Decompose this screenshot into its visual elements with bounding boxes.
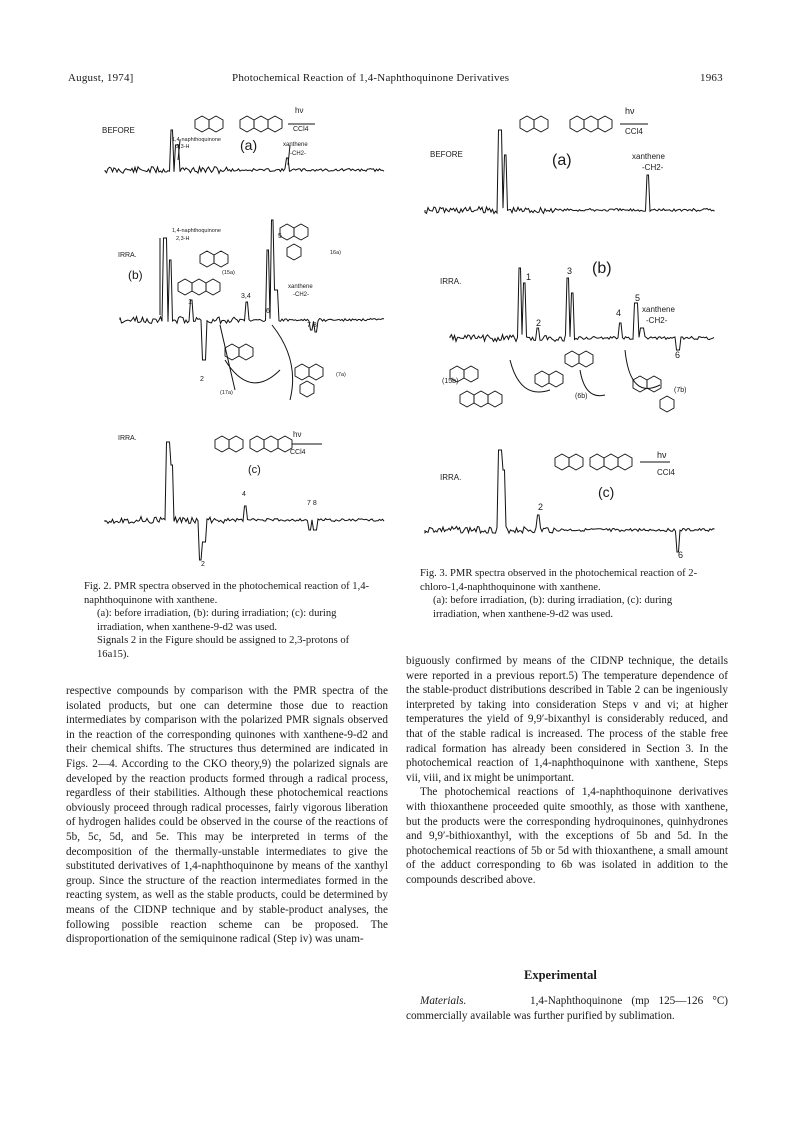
spectrum-3a-trace	[425, 130, 715, 214]
fig2b-xanthene: xanthene	[288, 284, 313, 290]
fig2c-peak-2: 2	[201, 561, 205, 568]
fig2b-letter: (b)	[128, 268, 143, 282]
fig3b-peak-1: 1	[526, 272, 532, 282]
fig2c-hv: hν	[293, 430, 302, 439]
section-heading-experimental: Experimental	[524, 968, 597, 982]
figure-3	[420, 100, 720, 570]
fig2b-tag: IRRA.	[118, 252, 137, 259]
materials-label: Materials.	[420, 995, 467, 1007]
fig3a-letter: (a)	[552, 152, 572, 169]
fig3a-tag: BEFORE	[430, 150, 463, 159]
fig2a-solvent: CCl4	[293, 126, 309, 133]
fig2c-letter: (c)	[248, 464, 261, 476]
fig2b-peak-1: 1	[188, 299, 192, 306]
fig2a-tag: BEFORE	[102, 126, 135, 135]
fig2a-hv: hν	[295, 106, 304, 115]
fig3-caption	[420, 567, 718, 621]
fig2b-17a: (17a)	[220, 390, 233, 396]
fig2-caption-title: Fig. 2. PMR spectra observed in the photochemical reaction of 1,4-naphthoquinone with xanthene.	[84, 581, 370, 606]
fig2b-7a: (7a)	[336, 372, 346, 378]
fig3c-peak-6: 6	[678, 550, 684, 560]
fig2c-solvent: CCl4	[290, 449, 306, 456]
page-number: 1963	[700, 72, 723, 84]
right-column	[406, 654, 728, 888]
spectrum-3c-trace	[425, 450, 715, 552]
right-paragraph-1: biguously confirmed by means of the CIDNP technique, the details were reported in a previous report.5) The temperature dependence of the stable-product distributions described in Table 2 can be ingeniously interpreted by taking into consideration Steps v and vi; at higher temperatures the yield of 9,9′-bixanthyl is considerably reduced, and that of the stable radical is increased. The process of the stable free radical formation has already been considered in Section 3. In the photochemical reaction of 1,4-naphthoquinone with xanthene, Steps vii, viii, and ix might be unimportant.	[406, 655, 728, 784]
fig2b-peak-34: 3,4	[241, 293, 251, 300]
fig3b-peak-6: 6	[675, 350, 681, 360]
fig2b-peak-78: 7 8	[307, 322, 317, 329]
fig3b-7b: (7b)	[674, 387, 687, 394]
spectrum-2c-trace	[105, 442, 384, 560]
materials-paragraph	[406, 994, 728, 1023]
header-title: Photochemical Reaction of 1,4-Naphthoquinone Derivatives	[232, 72, 510, 84]
fig3b-peak-4: 4	[616, 308, 622, 318]
right-paragraph-2: The photochemical reactions of 1,4-naphthoquinone derivatives with thioxanthene proceeded quite smoothly, as those with xanthene, but the products were the corresponding hydroquinones, quinhydrones and 9,9′-bithioxanthyl, with the exceptions of 5b and 5d. In the photochemical reactions of 5b or 5d with thioxanthene, a small amount of the adduct corresponding to 6b was isolated in addition to the compounds described above.	[406, 786, 728, 886]
fig3c-hv: hν	[657, 450, 667, 460]
fig2b-nq-label: 1,4-naphthoquinone	[172, 228, 221, 234]
fig2a-letter: (a)	[240, 137, 258, 153]
figure-3-spectra	[420, 100, 720, 570]
fig3a-hv: hν	[625, 106, 635, 116]
fig3b-6b: (6b)	[575, 393, 588, 400]
fig2b-peak-5: 5	[278, 233, 282, 240]
fig2b-15a: (15a)	[222, 270, 235, 276]
fig2a-nq-label: 1,4-naphthoquinone	[172, 137, 221, 143]
fig3b-peak-5: 5	[635, 293, 641, 303]
fig3c-peak-2: 2	[538, 502, 544, 512]
fig3-caption-line2: (a): before irradiation, (b): during irradiation, (c): during irradiation, when xanthene-9-d2 was used.	[433, 595, 673, 620]
fig3a-xanthene: xanthene	[632, 152, 665, 161]
fig2b-peak-6: 6	[266, 308, 270, 315]
figure-2-spectra	[100, 100, 390, 570]
fig3b-tag: IRRA.	[440, 277, 462, 286]
fig3b-15b: (15b)	[442, 378, 459, 385]
left-column	[66, 684, 388, 947]
fig2-caption-line2: (a): before irradiation, (b): during irradiation; (c): during irradiation, when xanthene-9-d2 was used.	[97, 608, 337, 633]
materials-text: 1,4-Naphthoquinone (mp 125—126 °C) commercially available was further purified by sublimation.	[406, 995, 729, 1022]
fig2b-16a: 16a)	[330, 250, 342, 256]
fig2-caption	[84, 580, 380, 662]
fig3a-ch2: -CH2-	[642, 163, 664, 172]
fig2c-peak-4: 4	[242, 491, 246, 498]
fig2b-nq-h: 2,3-H	[176, 236, 190, 242]
fig3b-ch2: -CH2-	[646, 316, 668, 325]
fig3b-xanthene: xanthene	[642, 305, 675, 314]
left-paragraph-1: respective compounds by comparison with the PMR spectra of the isolated products, but one can determine those due to reaction intermediates by comparison with the polarized PMR signals observed in the reaction of the corresponding quinones with xanthene-9-d2 and their chemical shifts. The structures thus determined are indicated in Figs. 2—4. According to the CKO theory,9) the polarized signals are developed by the reaction products formed through a radical process, regardless of their stabilities. Although these photochemical reactions obviously proceed through radical processes, fairly vigorous liberation of hydrogen halides could be observed in the course of the reactions of 5b, 5c, 5d, and 5e. This may be interpreted in terms of the decomposition of the thermally-unstable intermediates to give the substituted derivatives of 1,4-naphthoquinone by means of the xanthyl group. Since the structure of the reaction intermediates formed in the reacting system, as well as the stable products, could be determined by means of the CIDNP technique and by stable-product analyses, the following possible reaction scheme can be proposed. The disproportionation of the semiquinone radical (Step iv) was unam-	[66, 685, 388, 946]
fig3b-peak-3: 3	[567, 266, 573, 276]
header-left: August, 1974]	[68, 72, 134, 84]
fig3c-tag: IRRA.	[440, 473, 462, 482]
fig3a-solvent: CCl4	[625, 127, 643, 136]
fig3c-solvent: CCl4	[657, 468, 675, 477]
fig3-caption-title: Fig. 3. PMR spectra observed in the photochemical reaction of 2-chloro-1,4-naphthoquinone with xanthene.	[420, 568, 698, 593]
fig2a-ch2: -CH2-	[290, 151, 306, 157]
fig3b-letter: (b)	[592, 260, 612, 277]
fig3b-peak-2: 2	[536, 318, 542, 328]
fig2b-ch2: -CH2-	[293, 292, 309, 298]
fig2c-tag: IRRA.	[118, 435, 137, 442]
fig2b-peak-2: 2	[200, 376, 204, 383]
fig2-caption-line3: Signals 2 in the Figure should be assigned to 2,3-protons of 16a15).	[97, 635, 350, 660]
fig2a-nq-h: 2,3-H	[176, 144, 190, 150]
fig3c-letter: (c)	[598, 484, 615, 500]
fig2a-xanthene: xanthene	[283, 142, 308, 148]
fig2c-peak-78: 7 8	[307, 500, 317, 507]
figure-2	[100, 100, 390, 570]
